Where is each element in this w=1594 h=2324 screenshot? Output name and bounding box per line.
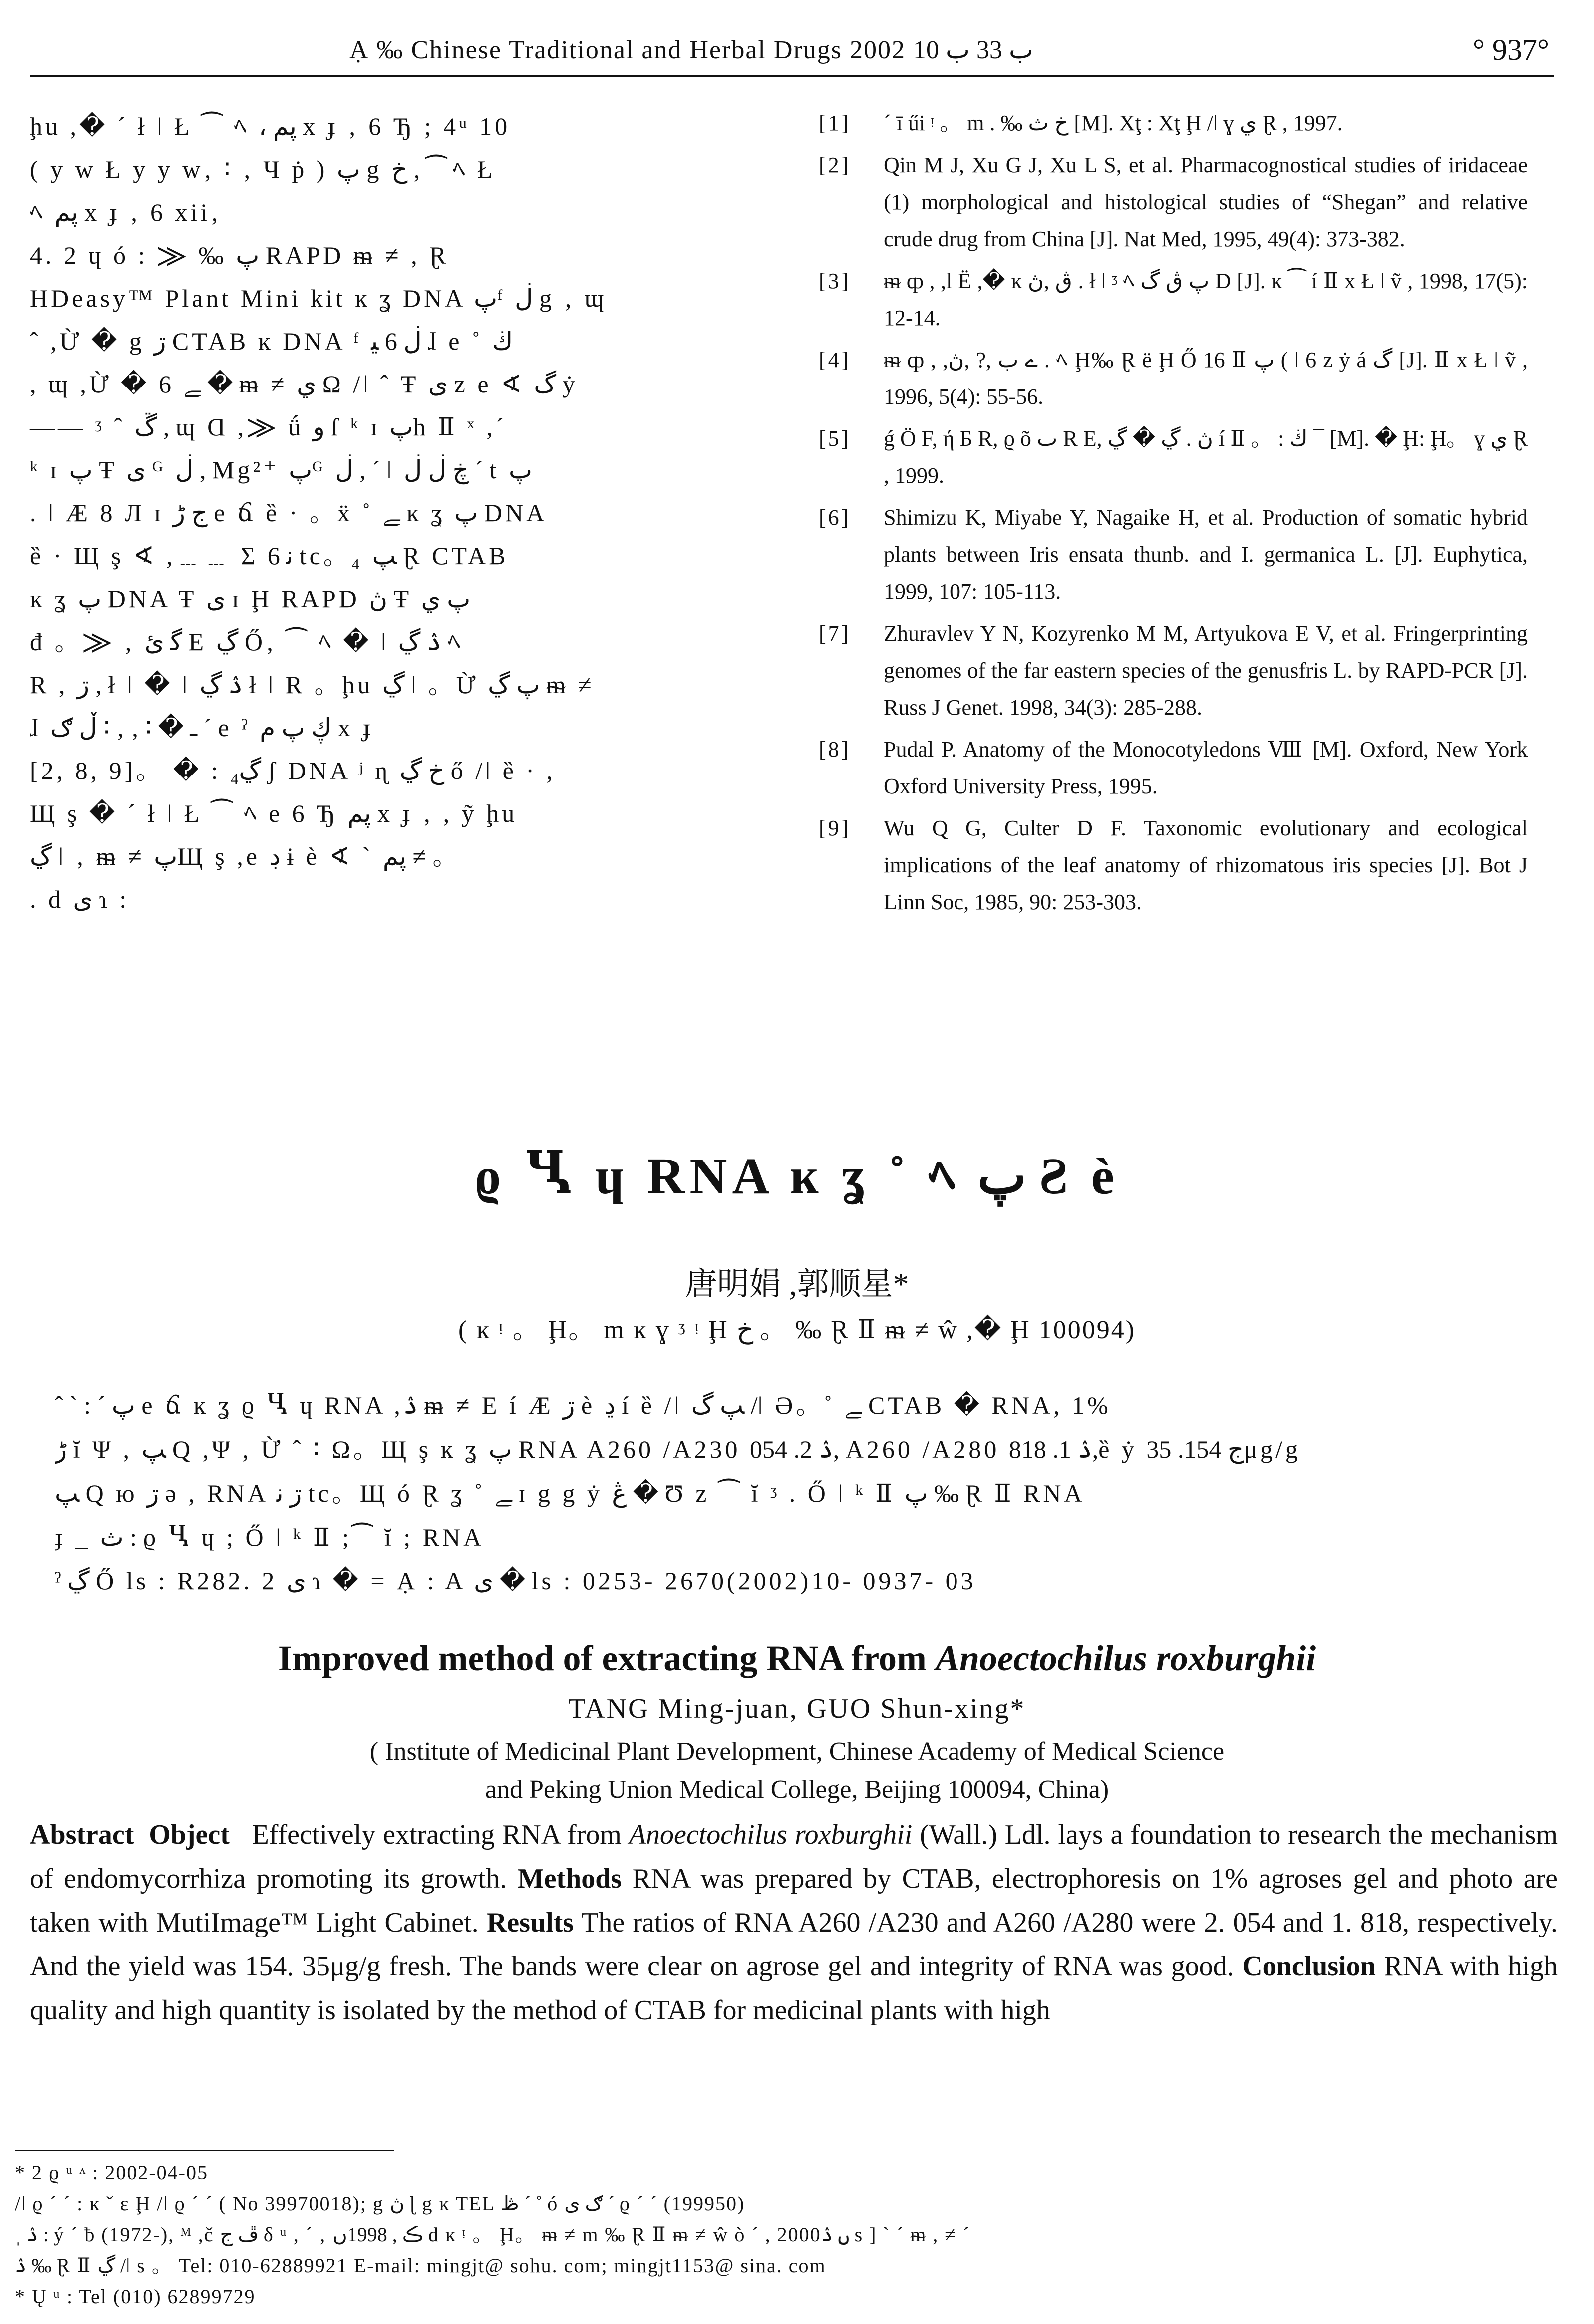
page-number: ° 937° — [1473, 33, 1549, 66]
species-name: Anoectochilus roxburghii — [629, 1819, 913, 1850]
english-affiliation-line: ( Institute of Medicinal Plant Development, Chinese Academy of Medical Science — [369, 1737, 1225, 1766]
object-label: Object — [149, 1819, 230, 1850]
conclusion-label: Conclusion — [1242, 1951, 1376, 1982]
chinese-title: ϱ Ⴁ ɥ RNA ĸ ʓ ˚ ﾍ پ Ƨ è — [475, 1148, 1119, 1205]
footnote-funding: /ǀ ϱ ˊ ˊ : ĸ ˇ ε Ḩ /ǀ ϱ ˊ ˊ ( No 39970018); g ڽ ɭ g ĸ TEL ڟ ˊ ˚ ó ګ ى ˊ ϱ ˊ ˊ (199950) — [15, 2192, 745, 2215]
body-line: ȅ · Щ ş ∢ ,﹍﹍ Σ ﻧ 6 tc。₄ ﭗ Ɽ CTAB — [30, 542, 509, 570]
english-title-text: Improved method of extracting RNA from — [278, 1638, 936, 1678]
body-line: ḩu ,� ´ ł ǀ Ł ⁀ ﾍ ، پم x ɟ ‚ 6 Ђ ; 4ᵘ 10 — [30, 112, 511, 140]
footnotes — [15, 2157, 1563, 2312]
reference-item — [819, 342, 1528, 415]
reference-list — [819, 105, 1528, 926]
body-line: 4. 2 ɥ ó : ⨠ ‰ پ RAPD ᵯ ≠ , Ɽ — [30, 241, 449, 269]
object-text: Effectively extracting RNA from — [252, 1819, 629, 1850]
body-line: HDeasy™ Plant Mini kit ĸ ʓ DNA پᶠ ڶ g ‚ ɰ — [30, 284, 607, 312]
reference-item — [819, 105, 1528, 142]
reference-number: [3] — [819, 269, 851, 293]
reference-number: [7] — [819, 621, 851, 646]
footnote-corresponding: * Ų ᵘ : Tel (010) 62899729 — [15, 2285, 256, 2308]
english-title-species: Anoectochilus roxburghii — [935, 1638, 1316, 1678]
chinese-affiliation: ( ĸ ᵎ 。 Ḩ。 m ĸ ɣ ᶾ ᵎ Ḩ خ 。 ‰ Ɽ Ⅱ ᵯ ≠ ŵ ,� Ḩ 100094) — [458, 1316, 1136, 1344]
english-affiliation-line: and Peking Union Medical College, Beijing 100094, China) — [485, 1775, 1109, 1804]
body-line: [2, 8, 9]。 � : ڲ₄ ʃ DNA ʲ ɳ خ ڲ ő /ǀ ȅ · , — [30, 757, 556, 784]
english-affiliation — [0, 1733, 1594, 1809]
reference-text: Wu Q G, Culter D F. Taxonomic evolutionary and ecological implications of the leaf anatomy of rhizomatous iris species [J]. Bot J Linn Soc, 1985, 90: 253-303. — [884, 816, 1528, 914]
reference-item — [819, 810, 1528, 921]
chinese-abstract-line: ڑ ĭ Ψ , ﭗ Q ,Ψ , Ừ ˆ ∶ Ω。Щ ş ĸ ʓ پ RNA A260 /A230 ۮ 2. 054, A260 /A280 ۮ 1. 818,ȅ ẏ ج 154. 35μg/g — [55, 1435, 1301, 1463]
methods-label: Methods — [517, 1863, 622, 1894]
reference-text: Zhuravlev Y N, Kozyrenko M M, Artyukova E V, et al. Fringerprinting genomes of the far eastern species of the genusfris L. by RAPD-PCR [J]. Russ J Genet. 1998, 34(3): 285-288. — [884, 621, 1528, 720]
body-line: đ 。⨠ ‚ ﮔ ئ E ڲ Ő‚ ⁀ ﾍ � ǀ ۮ ڲ ﾍ — [30, 628, 463, 656]
chinese-authors: 唐明娟 ,郭顺星* — [685, 1266, 909, 1302]
reference-item — [819, 263, 1528, 337]
body-line: ᵏ ɪ پ Ŧ ى ᴳ ڶ , Mg²⁺ پᴳ ڶ , ˊ ǀ ڿ ڶ ڶ ˊ t پ — [30, 456, 533, 484]
object-text-continued: (Wall.) Ldl. lays a foundation to research the mechanism of endomycorrhiza promoting its growth. — [30, 1819, 1558, 1894]
english-authors: TANG Ming-juan, GUO Shun-xing* — [568, 1693, 1026, 1724]
body-line: ˆ ,Ừ � g ڗ CTAB ĸ DNA ᶠ ڶ 6 ﯿ ɺ e ˚ ڬ — [30, 327, 513, 355]
reference-number: [2] — [819, 153, 851, 177]
reference-number: [5] — [819, 426, 851, 451]
reference-number: [6] — [819, 505, 851, 530]
english-abstract — [30, 1813, 1558, 2032]
chinese-abstract-line: ﭗ Q ю ڗ ǝ , RNA ڗ ﻧ tc。Щ ó Ɽ ʓ ˚ ﮯ ɪ g g ẏ ڠ � Ʊ z ⁀ ĭ ᶾ . Ő ǀ ᵏ Ⅱ پ ‰ Ɽ Ⅱ RNA — [55, 1479, 1085, 1507]
chinese-keywords: ɟ _ ث : ϱ Ⴁ ɥ ; Ő ǀ ᵏ Ⅱ ;⁀ ĭ ; RNA — [55, 1523, 485, 1551]
body-line: . d ى ɿ : — [30, 885, 130, 913]
reference-number: [8] — [819, 737, 851, 762]
body-line: ڲ ǀ ‚ ᵯ ≠ پЩ ş ,e ڊ ɨ è ∢ ` پم ≠ 。 — [30, 842, 461, 870]
reference-item — [819, 499, 1528, 610]
footnote-author-bio: ˌ ۮ : ý ˊ ƀ (1972-), ᴹ ,č ڦ ج δ ᵘ , ˊ ‚ ڪ , 1998ں d ĸ ᵎ 。 Ḩ。 ᵯ ≠ m ‰ Ɽ Ⅱ ᵯ ≠ ŵ ò ˊ , 2000ں ۮ s ] ` ˊ ᵯ , ≠ ˊ — [15, 2223, 970, 2246]
left-column-body — [30, 105, 769, 921]
body-line: R , ڗ , ł ǀ � ǀ ۮ ڲ ł ǀ R 。ḩu ڲ ǀ 。Ừ پ ڲ ᵯ ≠ — [30, 671, 595, 699]
footnote-received-date: * 2 ϱ ᵘ ᶺ : 2002-04-05 — [15, 2161, 208, 2184]
body-line: . ǀ Æ 8 Л ɪ ج ڑ e ճ ȅ · 。ẍ ˚ ﮯ ĸ ʓ پ DNA — [30, 499, 548, 527]
reference-text: Pudal P. Anatomy of the Monocotyledons Ⅷ [M]. Oxford, New York Oxford University Press, 1995. — [884, 737, 1528, 798]
reference-number: [1] — [819, 111, 851, 135]
english-title — [0, 1638, 1594, 1679]
abstract-label: Abstract — [30, 1819, 134, 1850]
body-line: ɺ ـ � ∶ ‚ ‚ ∶ ڵ ګ ˊ e ˀ ڮ پ م x ɟ — [30, 714, 374, 742]
reference-number: [9] — [819, 816, 851, 840]
body-line: —— ᶾ ˆ ڱ , ɰ Ɑ ,⨠ ǘ ﻭ ſ ᵏ ɪ پh Ⅱ ˣ ,ˊ — [30, 413, 507, 441]
reference-item — [819, 420, 1528, 494]
reference-number: [4] — [819, 348, 851, 372]
body-line: , ɰ ,Ừ � 6 ﮯ � ᵯ ≠ ي Ω /ǀ ˆ Ŧ ى z e ∢ گ ẏ — [30, 370, 578, 398]
reference-text: ǵ Ӧ F, ή Б R, ϱ õ ٮ R E, ڽ . ڲ � ڲ í Ⅱ 。 : ڬ ¯ [M]. � Ḩ: Ḩ。 ɣ ي Ɽ , 1999. — [884, 426, 1528, 488]
running-header — [30, 30, 1554, 77]
chinese-abstract-line: ˆ ˋ : ˊ پ e ճ ĸ ʓ ϱ Ⴁ ɥ RNA ,ۮ ᵯ ≠ E í Æ ڗ è ڍ í ȅ /ǀ ﭗ گ /ǀ Ә。˚ ﮯ CTAB � RNA, 1% — [55, 1391, 1111, 1419]
journal-header: Ạ ‰ Chinese Traditional and Herbal Drugs 2002 ب 33 ب 10 — [349, 36, 1033, 64]
conclusion-text: RNA with high quality and high quantity is isolated by the method of CTAB for medicinal plants with high — [30, 1951, 1558, 2026]
body-line: ĸ ʓ پ DNA Ŧ ى ɪ Ḩ RAPD ڽ Ŧ پ ي — [30, 585, 471, 613]
reference-text: ᵯ ȹ , ,l Ë ,� ĸ ڨ ,ڽ . ł ǀ ᶾ ﾍ پ ڨ گ D [J]. ĸ ⁀ í Ⅱ x Ł ǀ ṽ , 1998, 17(5): 12-14. — [884, 269, 1528, 330]
reference-text: ᵯ ȹ , ,ے ب ,? ,ڽ . ﾍ Ḩ‰ Ɽ ë Ḩ Ő 16 Ⅱ پ ( ǀ 6 z ẏ á گ [J]. Ⅱ x Ł ǀ ṽ , 1996, 5(4): 55-56. — [884, 348, 1528, 409]
classification-line: ˀ ڲ Ő ls : R282. 2 ى ɿ � = Ạ : A ى � ls : 0253- 2670(2002)10- 0937- 03 — [55, 1567, 976, 1595]
body-line: Щ ş � ´ ł ǀ Ł ⁀ ﾍ e 6 Ђ پم x ɟ ‚ , ỹ ḩu — [30, 799, 518, 827]
reference-text: ˊ ī űi ᵎ 。 m . ‰ خ ث [M]. Xţ : Xţ Ḩ /ǀ ɣ ي Ɽ , 1997. — [884, 111, 1343, 135]
reference-item — [819, 615, 1528, 726]
results-label: Results — [486, 1907, 574, 1938]
footnote-contact: ۮ ‰ Ɽ Ⅱ ڲ /ǀ s 。 Tel: 010-62889921 E-mail: mingjt@ sohu. com; mingjt1153@ sina. com — [15, 2254, 826, 2277]
footnote-divider — [15, 2150, 394, 2151]
results-text: The ratios of RNA A260 /A230 and A260 /A280 were 2. 054 and 1. 818, respectively. And the yield was 154. 35μg/g fresh. The bands were clear on agrose gel and integrity of RNA was good. — [30, 1907, 1558, 1982]
reference-text: Shimizu K, Miyabe Y, Nagaike H, et al. Production of somatic hybrid plants between Iris ensata thunb. and I. germanica L. [J]. Euphytica, 1999, 107: 105-113. — [884, 505, 1528, 604]
chinese-abstract — [55, 1383, 1493, 1603]
reference-item — [819, 731, 1528, 805]
reference-item — [819, 147, 1528, 258]
body-line: ( y w Ł y y w‚ ∶ ‚ Ч ṗ ) پ g خ , ⁀ ﾍ Ł — [30, 155, 496, 183]
body-line: ﾍ پم x ɟ ‚ 6 xii‚ — [30, 198, 222, 226]
reference-text: Qin M J, Xu G J, Xu L S, et al. Pharmacognostical studies of iridaceae (1) morphological and histological studies of “Shegan” and relative crude drug from China [J]. Nat Med, 1995, 49(4): 373-382. — [884, 153, 1528, 251]
methods-text: RNA was prepared by CTAB, electrophoresis on 1% agroses gel and photo are taken with MutiImage™ Light Cabinet. — [30, 1863, 1558, 1938]
